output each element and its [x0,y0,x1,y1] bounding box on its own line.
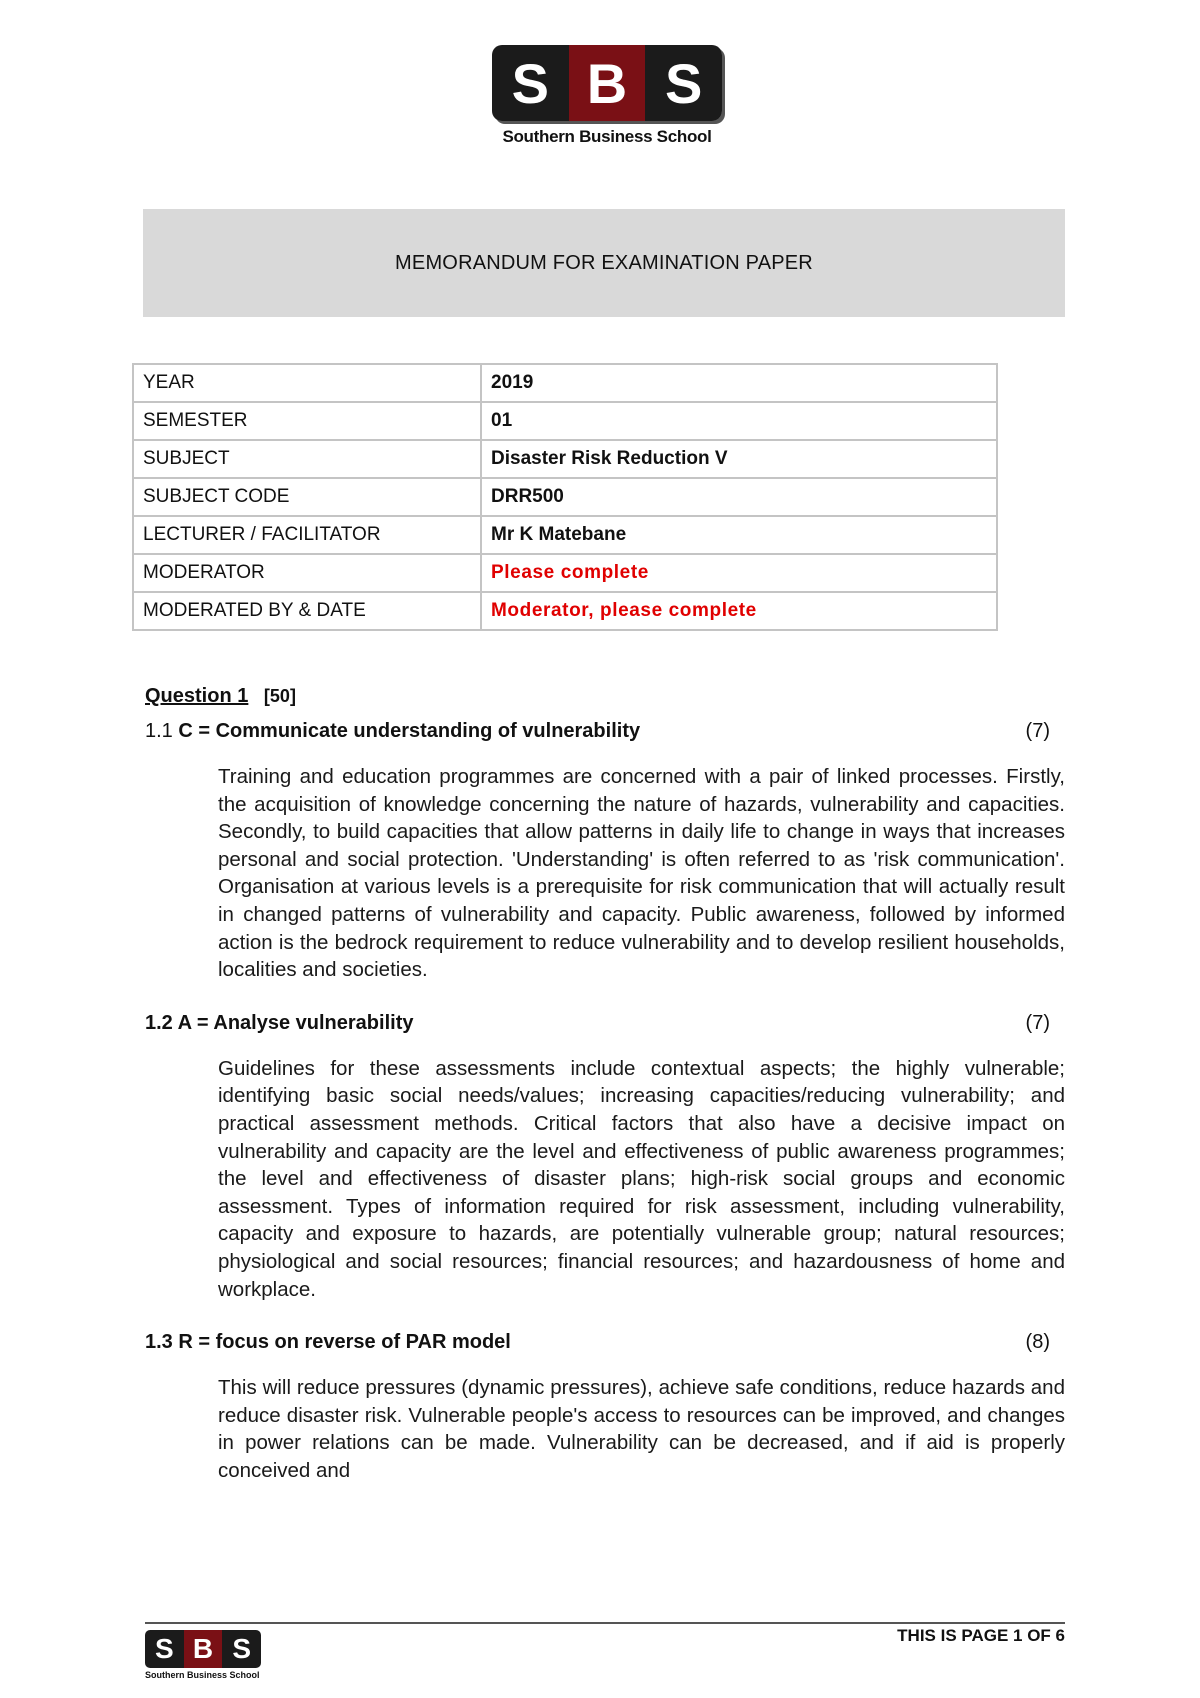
logo-letter: S [222,1630,261,1668]
section-number: 1.3 [145,1331,173,1354]
info-key: YEAR [133,364,481,402]
logo-letter: B [569,45,646,121]
section-1-1-heading [145,720,1050,743]
section-title: C = Communicate understanding of vulnerability [178,720,641,742]
info-row [133,592,997,630]
section-1-3-heading [145,1331,1050,1354]
section-title: R = focus on reverse of PAR model [178,1331,511,1354]
logo-letter: S [645,45,722,121]
info-row [133,402,997,440]
sbs-logo [492,45,722,147]
section-title: A = Analyse vulnerability [177,1011,414,1034]
logo-letter: S [492,45,569,121]
info-value: Please complete [481,554,997,592]
footer-logo [145,1630,261,1680]
section-marks: (7) [1025,720,1050,742]
info-key: SUBJECT CODE [133,478,481,516]
info-value: Moderator, please complete [481,592,997,630]
document-title: MEMORANDUM FOR EXAMINATION PAPER [143,209,1065,317]
section-1-1-body: Training and education programmes are concerned with a pair of linked processes. Firstly, the acquisition of knowledge concerning the nature of hazards, vulnerability and capacities. Secondly, to build capacities that allow patterns in daily life to change in ways that increases personal and social protection. 'Understanding' is often referred to as 'risk communication'. Organisation at various levels is a prerequisite for risk communication that will actually result in changed patterns of vulnerability and capacity. Public awareness, followed by informed action is the bedrock requirement to reduce vulnerability and to develop resilient households, localities and societies. [218,765,1065,982]
logo-letter: B [184,1630,223,1668]
info-row [133,440,997,478]
section-marks: (8) [1025,1331,1050,1354]
logo-tagline: Southern Business School [502,127,712,146]
logo-letter: S [145,1630,184,1668]
section-marks: (7) [1025,1011,1050,1034]
footer-divider [145,1622,1065,1624]
question-heading [145,685,1065,708]
section-number: 1.2 [145,1011,173,1034]
question-marks: [50] [263,686,296,706]
question-title: Question 1 [145,685,249,707]
info-row [133,554,997,592]
memo-content [145,685,1065,1484]
info-row [133,516,997,554]
info-row [133,478,997,516]
info-key: SEMESTER [133,402,481,440]
info-value: 2019 [481,364,997,402]
info-key: MODERATED BY & DATE [133,592,481,630]
info-key: LECTURER / FACILITATOR [133,516,481,554]
section-1-2-body: Guidelines for these assessments include contextual aspects; the highly vulnerable; identifying basic social needs/values; increasing capacities/reducing vulnerability; and practical assessment methods. Critical factors that also have a decisive impact on vulnerability and capacity are the level and effectiveness of public awareness programmes; the level and effectiveness of disaster plans; high-risk social groups and economic assessment. Types of information required for risk assessment, including vulnerability, capacity and exposure to hazards, are potentially vulnerable group; natural resources; physiological and social resources; financial resources; and hazardousness of home and workplace. [218,1056,1065,1301]
exam-info-table [132,363,998,631]
info-row [133,364,997,402]
section-1-3-body: This will reduce pressures (dynamic pressures), achieve safe conditions, reduce hazards and reduce disaster risk. Vulnerable people's access to resources can be improved, and changes in power relations can be made. Vulnerability can be decreased, and if aid is properly conceived and [218,1376,1065,1482]
footer-logo-letters [145,1630,261,1668]
info-value: DRR500 [481,478,997,516]
info-value: Mr K Matebane [481,516,997,554]
section-1-2-heading [145,1012,1050,1035]
info-key: MODERATOR [133,554,481,592]
footer-logo-tagline: Southern Business School [145,1670,260,1680]
info-value: Disaster Risk Reduction V [481,440,997,478]
section-number: 1.1 [145,720,173,742]
page-number-label: THIS IS PAGE 1 OF 6 [897,1626,1065,1645]
info-value: 01 [481,402,997,440]
logo-letters [492,45,722,121]
info-key: SUBJECT [133,440,481,478]
